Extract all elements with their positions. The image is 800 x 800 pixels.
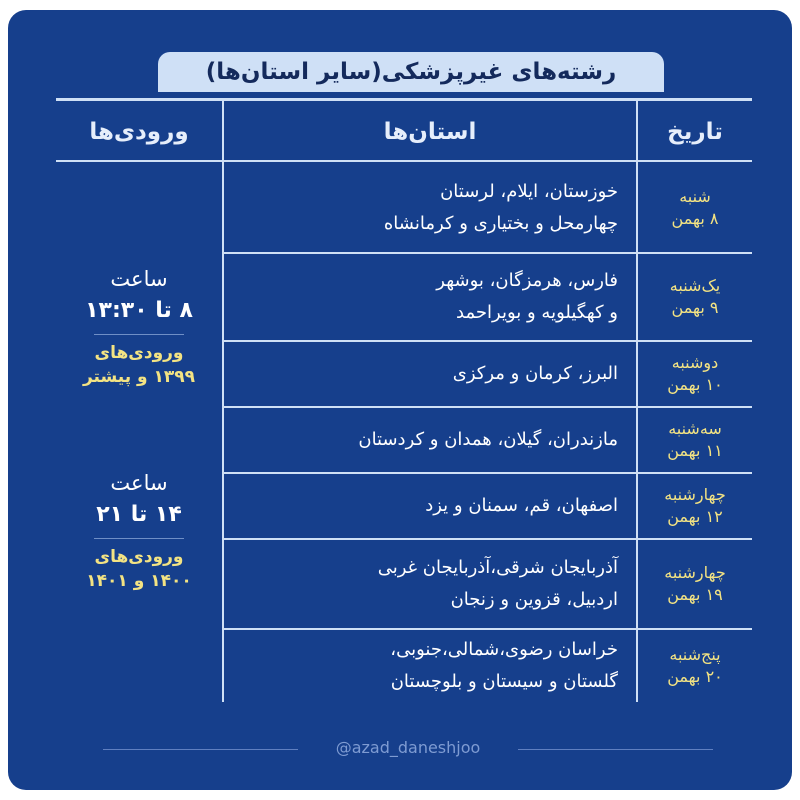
row-date [638,474,752,538]
provinces-line: خراسان رضوی،شمالی،جنوبی، [390,639,618,660]
row-provinces [224,254,636,340]
entry-time-label: ساعت [110,471,168,495]
entry-time: ۸ تا ۱۳:۳۰ [85,298,193,323]
row-day-date: ۱۲ بهمن [667,507,723,526]
row-day-date: ۱۹ بهمن [667,585,723,604]
row-day-date: ۹ بهمن [671,298,719,317]
entry-group-years: ۱۴۰۰ و ۱۴۰۱ [86,571,192,591]
footer-handle: @azad_daneshjoo [335,738,481,757]
entry-group-label: ورودی‌های [94,343,184,363]
row-provinces [224,342,636,406]
row-provinces [224,408,636,472]
row-day: چهارشنبه [664,485,726,504]
row-day: یک‌شنبه [669,276,721,295]
provinces-line: اردبیل، قزوین و زنجان [450,589,618,610]
row-date [638,254,752,340]
entry-time-label: ساعت [110,267,168,291]
row-day-date: ۱۱ بهمن [667,441,723,460]
row-day: چهارشنبه [664,563,726,582]
provinces-line: آذربایجان شرقی،آذربایجان غربی [377,557,618,578]
header-entries: ورودی‌ها [89,119,189,145]
provinces-line: البرز، کرمان و مرکزی [452,363,618,384]
table-header-rule [56,160,752,162]
provinces-line: فارس، هرمزگان، بوشهر [436,270,618,291]
provinces-line: خوزستان، ایلام، لرستان [440,181,618,202]
entry-block-morning [56,264,222,389]
row-day: شنبه [679,187,711,206]
row-date [638,540,752,628]
entry-divider [94,538,184,539]
row-date [638,164,752,252]
row-provinces [224,474,636,538]
row-provinces [224,540,636,628]
footer-rule-right [518,749,713,750]
provinces-line: مازندران، گیلان، همدان و کردستان [358,429,618,450]
row-provinces [224,630,636,702]
header-date: تاریخ [667,119,723,145]
entry-block-evening [56,468,222,593]
entry-divider [94,334,184,335]
entry-group-label: ورودی‌های [94,547,184,567]
header-provinces: استان‌ها [383,119,477,145]
schedule-table [56,98,752,702]
row-date [638,408,752,472]
entry-time: ۱۴ تا ۲۱ [96,502,182,527]
entry-group-years: ۱۳۹۹ و پیشتر [82,367,196,387]
provinces-line: چهارمحل و بختیاری و کرمانشاه [383,213,618,234]
row-day-date: ۲۰ بهمن [667,667,723,686]
table-top-rule [56,98,752,101]
row-day-date: ۸ بهمن [671,209,719,228]
row-day-date: ۱۰ بهمن [667,375,723,394]
row-provinces [224,164,636,252]
row-day: سه‌شنبه [668,419,722,438]
footer-rule-left [103,749,298,750]
provinces-line: اصفهان، قم، سمنان و یزد [425,495,618,516]
provinces-line: گلستان و سیستان و بلوچستان [390,671,618,692]
row-date [638,342,752,406]
row-day: پنج‌شنبه [669,645,721,664]
schedule-title: رشته‌های غیرپزشکی(سایر استان‌ها) [158,52,664,92]
row-date [638,630,752,702]
provinces-line: و کهگیلویه و بویراحمد [456,302,618,323]
row-day: دوشنبه [671,353,719,372]
schedule-card [8,10,792,790]
